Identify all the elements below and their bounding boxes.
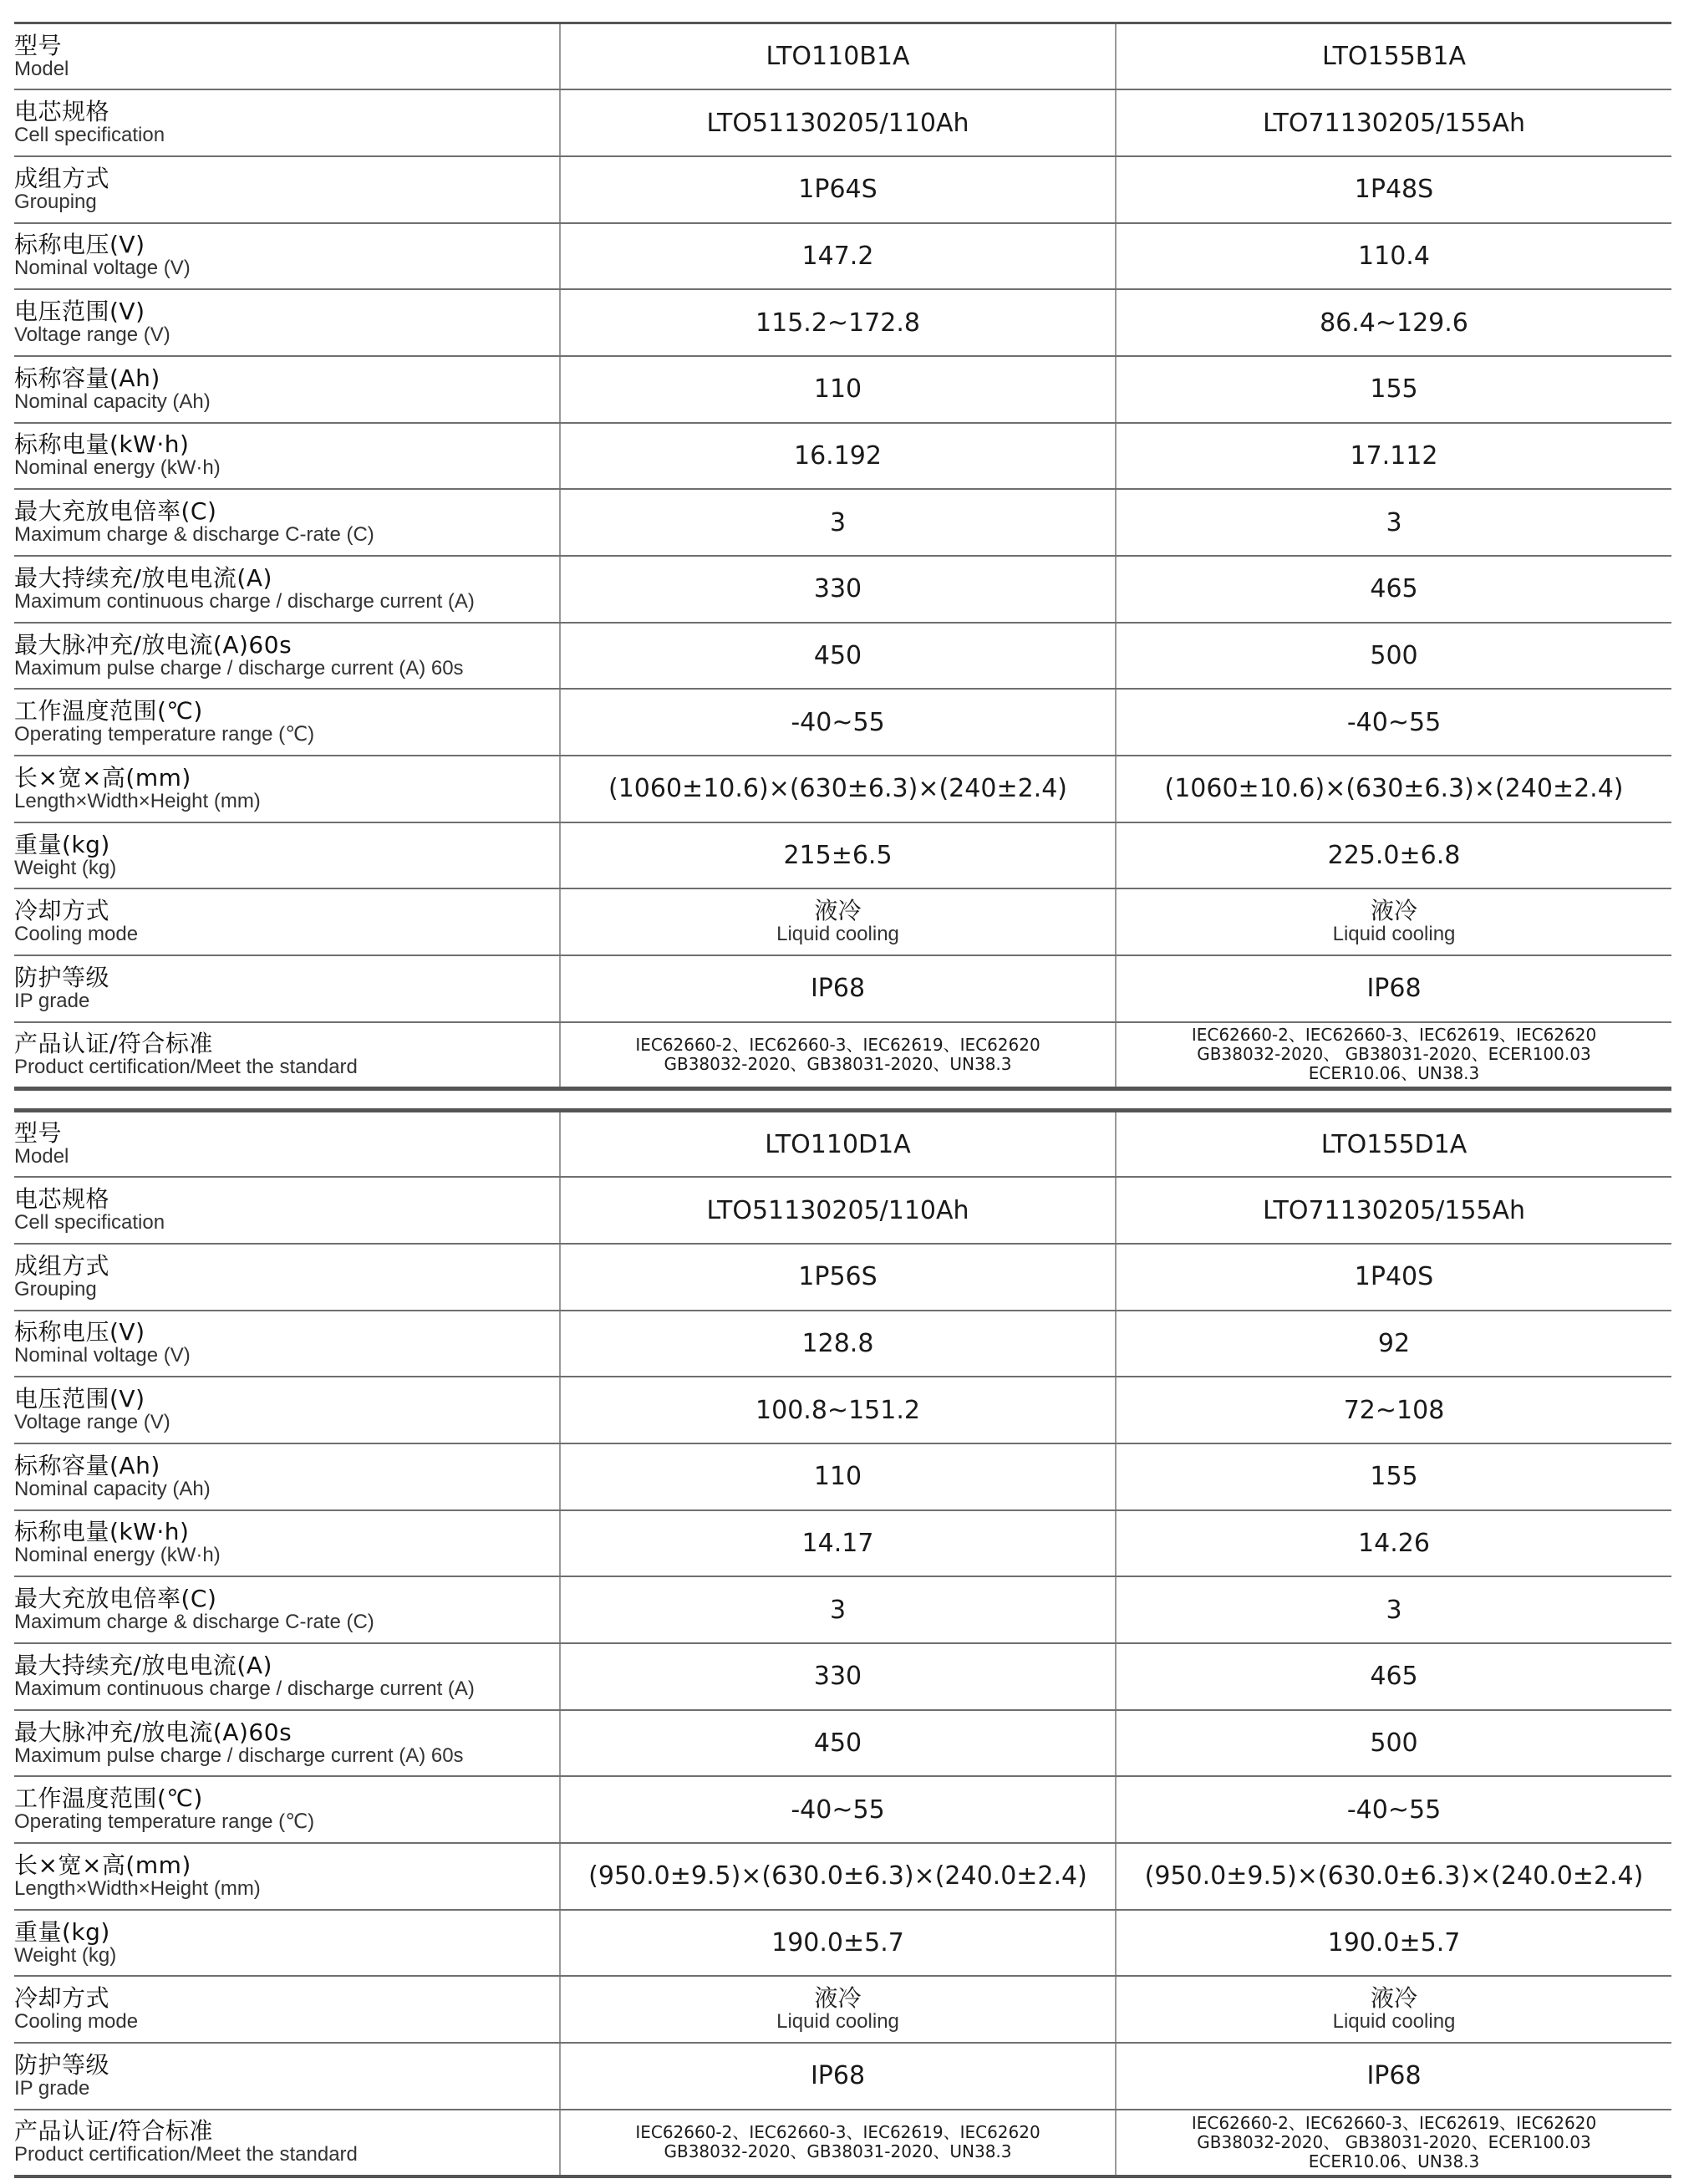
value-en: Liquid cooling <box>1332 2010 1456 2034</box>
label-zh: 重量(kg) <box>14 830 110 858</box>
row-certification <box>14 1022 1671 1089</box>
spec-table-2 <box>14 1108 1671 2178</box>
label-zh: 标称电量(kW·h) <box>14 1518 190 1546</box>
row-pulse-current <box>14 623 1671 690</box>
row-label <box>14 2110 560 2176</box>
label-zh: 最大充放电倍率(C) <box>14 1585 217 1613</box>
row-cell-specification <box>14 89 1671 156</box>
row-nominal-energy <box>14 1510 1671 1577</box>
row-label <box>14 89 560 156</box>
cert-line: ECER10.06、UN38.3 <box>1308 2151 1480 2171</box>
label-en: Operating temperature range (℃) <box>14 723 315 746</box>
value-col-b: 86.4~129.6 <box>1116 289 1671 356</box>
label-en: IP grade <box>14 2076 90 2100</box>
label-en: Grouping <box>14 1277 97 1301</box>
label-en: Maximum continuous charge / discharge current (A) <box>14 1677 475 1700</box>
row-label <box>14 1311 560 1377</box>
label-zh: 冷却方式 <box>14 1984 110 2013</box>
value-col-a: 1P64S <box>560 156 1116 223</box>
row-dimensions <box>14 1843 1671 1910</box>
label-zh: 标称容量(Ah) <box>14 1451 160 1479</box>
label-en: Product certification/Meet the standard <box>14 2143 358 2166</box>
value-col-a: 450 <box>560 1710 1116 1777</box>
value-col-b: 465 <box>1116 1643 1671 1710</box>
cert-line: IEC62660-2、IEC62660-3、IEC62619、IEC62620 <box>1191 2112 1597 2133</box>
label-en: Cooling mode <box>14 2010 139 2034</box>
label-zh: 重量(kg) <box>14 1917 110 1946</box>
value-col-a <box>560 1022 1116 1089</box>
row-label <box>14 356 560 423</box>
label-zh: 工作温度范围(℃) <box>14 697 203 725</box>
spec-table-1 <box>14 22 1671 1091</box>
row-label <box>14 955 560 1022</box>
label-zh: 最大脉冲充/放电流(A)60s <box>14 1718 293 1746</box>
row-label <box>14 1776 560 1843</box>
row-nominal-energy <box>14 423 1671 490</box>
label-en: Maximum continuous charge / discharge current (A) <box>14 589 475 613</box>
value-col-a: IP68 <box>560 955 1116 1022</box>
label-zh: 电压范围(V) <box>14 1385 145 1413</box>
value-zh: 液冷 <box>814 897 862 925</box>
label-zh: 最大脉冲充/放电流(A)60s <box>14 630 293 659</box>
value-col-b: 500 <box>1116 1710 1671 1777</box>
value-col-b: 155 <box>1116 356 1671 423</box>
row-model <box>14 23 1671 90</box>
cert-line: IEC62660-2、IEC62660-3、IEC62619、IEC62620 <box>635 1034 1040 1055</box>
label-en: Length×Width×Height (mm) <box>14 789 261 812</box>
value-col-b: 190.0±5.7 <box>1116 1910 1671 1977</box>
row-cell-specification <box>14 1177 1671 1244</box>
label-zh: 成组方式 <box>14 1251 110 1280</box>
value-col-b: 92 <box>1116 1311 1671 1377</box>
row-nominal-voltage <box>14 223 1671 290</box>
cert-line: GB38032-2020、 GB38031-2020、ECER100.03 <box>1197 1044 1591 1065</box>
row-label <box>14 1244 560 1311</box>
value-col-a <box>560 2110 1116 2176</box>
label-en: Model <box>14 57 69 80</box>
value-col-a: LTO110B1A <box>560 23 1116 90</box>
value-col-b: 14.26 <box>1116 1510 1671 1577</box>
row-label <box>14 2043 560 2110</box>
value-col-b: 1P48S <box>1116 156 1671 223</box>
row-label <box>14 1843 560 1910</box>
label-zh: 防护等级 <box>14 2050 110 2079</box>
row-label <box>14 1177 560 1244</box>
value-en: Liquid cooling <box>1332 923 1456 946</box>
cert-line: GB38032-2020、 GB38031-2020、ECER100.03 <box>1197 2131 1591 2152</box>
label-zh: 标称电压(V) <box>14 1318 145 1347</box>
cert-line: GB38032-2020、GB38031-2020、UN38.3 <box>664 1053 1012 1074</box>
label-en: Nominal voltage (V) <box>14 1344 191 1367</box>
label-en: Length×Width×Height (mm) <box>14 1876 261 1900</box>
label-zh: 标称电压(V) <box>14 231 145 259</box>
value-col-a: 1P56S <box>560 1244 1116 1311</box>
value-col-b: LTO155B1A <box>1116 23 1671 90</box>
row-label <box>14 289 560 356</box>
label-zh: 电芯规格 <box>14 98 110 126</box>
value-col-a: LTO51130205/110Ah <box>560 89 1116 156</box>
value-col-b: IP68 <box>1116 2043 1671 2110</box>
value-col-b <box>1116 1022 1671 1089</box>
value-col-b: 3 <box>1116 1576 1671 1643</box>
value-zh: 液冷 <box>1370 1984 1417 2013</box>
row-label <box>14 1976 560 2043</box>
row-label <box>14 1643 560 1710</box>
label-zh: 产品认证/符合标准 <box>14 1029 213 1057</box>
label-zh: 防护等级 <box>14 963 110 991</box>
label-en: Product certification/Meet the standard <box>14 1055 358 1078</box>
label-en: Maximum charge & discharge C-rate (C) <box>14 1611 374 1634</box>
label-en: Grouping <box>14 190 97 213</box>
value-col-a: 110 <box>560 1443 1116 1510</box>
value-zh: 液冷 <box>1370 897 1417 925</box>
row-operating-temperature <box>14 1776 1671 1843</box>
value-col-a: -40~55 <box>560 1776 1116 1843</box>
value-col-a: LTO110D1A <box>560 1111 1116 1178</box>
label-en: Voltage range (V) <box>14 323 170 347</box>
label-en: Cooling mode <box>14 923 139 946</box>
row-cooling-mode <box>14 1976 1671 2043</box>
row-label <box>14 556 560 623</box>
row-c-rate <box>14 1576 1671 1643</box>
row-weight <box>14 1910 1671 1977</box>
row-label <box>14 888 560 955</box>
value-col-a <box>560 1976 1116 2043</box>
row-weight <box>14 822 1671 889</box>
cert-line: IEC62660-2、IEC62660-3、IEC62619、IEC62620 <box>1191 1025 1597 1046</box>
row-label <box>14 489 560 556</box>
row-operating-temperature <box>14 689 1671 756</box>
row-pulse-current <box>14 1710 1671 1777</box>
value-col-a: -40~55 <box>560 689 1116 756</box>
value-col-b: 110.4 <box>1116 223 1671 290</box>
label-zh: 型号 <box>14 1119 63 1148</box>
value-col-a: 330 <box>560 556 1116 623</box>
value-col-b: 17.112 <box>1116 423 1671 490</box>
row-ip-grade <box>14 955 1671 1022</box>
row-continuous-current <box>14 1643 1671 1710</box>
value-col-b: LTO155D1A <box>1116 1111 1671 1178</box>
label-en: Maximum charge & discharge C-rate (C) <box>14 523 374 547</box>
value-en: Liquid cooling <box>776 923 899 946</box>
row-label <box>14 1510 560 1577</box>
label-zh: 最大充放电倍率(C) <box>14 497 217 526</box>
label-en: Nominal energy (kW·h) <box>14 1544 221 1567</box>
row-label <box>14 223 560 290</box>
row-nominal-voltage <box>14 1311 1671 1377</box>
row-label <box>14 1022 560 1089</box>
row-cooling-mode <box>14 888 1671 955</box>
row-label <box>14 822 560 889</box>
row-label <box>14 1443 560 1510</box>
value-col-a: 100.8~151.2 <box>560 1377 1116 1443</box>
label-en: Weight (kg) <box>14 856 117 879</box>
value-col-b: 465 <box>1116 556 1671 623</box>
label-zh: 电芯规格 <box>14 1185 110 1214</box>
row-label <box>14 1576 560 1643</box>
value-col-a: 450 <box>560 623 1116 690</box>
value-col-a: 115.2~172.8 <box>560 289 1116 356</box>
value-col-a: 128.8 <box>560 1311 1116 1377</box>
label-en: Model <box>14 1145 69 1168</box>
label-zh: 成组方式 <box>14 164 110 192</box>
label-en: Weight (kg) <box>14 1943 117 1967</box>
label-en: Maximum pulse charge / discharge current (A) 60s <box>14 656 464 680</box>
row-certification <box>14 2110 1671 2176</box>
row-voltage-range <box>14 289 1671 356</box>
value-col-b <box>1116 2110 1671 2176</box>
value-col-a: 215±6.5 <box>560 822 1116 889</box>
label-en: IP grade <box>14 989 90 1012</box>
value-col-a: 190.0±5.7 <box>560 1910 1116 1977</box>
value-col-b <box>1116 888 1671 955</box>
value-col-b <box>1116 1976 1671 2043</box>
value-col-a: 3 <box>560 489 1116 556</box>
value-col-b: IP68 <box>1116 955 1671 1022</box>
label-zh: 电压范围(V) <box>14 298 145 326</box>
label-en: Nominal capacity (Ah) <box>14 1477 211 1500</box>
row-grouping <box>14 156 1671 223</box>
label-en: Nominal voltage (V) <box>14 257 191 280</box>
row-nominal-capacity <box>14 356 1671 423</box>
value-col-a: 110 <box>560 356 1116 423</box>
row-label <box>14 1910 560 1977</box>
row-label <box>14 156 560 223</box>
label-zh: 产品认证/符合标准 <box>14 2117 213 2146</box>
value-en: Liquid cooling <box>776 2010 899 2034</box>
label-en: Cell specification <box>14 124 165 147</box>
value-col-a: (950.0±9.5)×(630.0±6.3)×(240.0±2.4) <box>560 1843 1116 1910</box>
value-col-a: 14.17 <box>560 1510 1116 1577</box>
value-col-b: LTO71130205/155Ah <box>1116 1177 1671 1244</box>
label-zh: 长×宽×高(mm) <box>14 1851 191 1879</box>
row-ip-grade <box>14 2043 1671 2110</box>
value-col-a: 3 <box>560 1576 1116 1643</box>
label-en: Nominal capacity (Ah) <box>14 389 211 413</box>
label-en: Nominal energy (kW·h) <box>14 456 221 480</box>
value-col-b: 3 <box>1116 489 1671 556</box>
row-label <box>14 1710 560 1777</box>
value-col-b: (1060±10.6)×(630±6.3)×(240±2.4) <box>1116 756 1671 822</box>
label-zh: 工作温度范围(℃) <box>14 1784 203 1813</box>
label-zh: 型号 <box>14 31 63 59</box>
row-dimensions <box>14 756 1671 822</box>
cert-line: ECER10.06、UN38.3 <box>1308 1063 1480 1084</box>
label-zh: 标称电量(kW·h) <box>14 430 190 459</box>
row-label <box>14 689 560 756</box>
row-c-rate <box>14 489 1671 556</box>
label-zh: 最大持续充/放电电流(A) <box>14 563 272 592</box>
value-col-b: 500 <box>1116 623 1671 690</box>
value-col-a <box>560 888 1116 955</box>
label-en: Voltage range (V) <box>14 1411 170 1434</box>
row-label <box>14 623 560 690</box>
label-en: Maximum pulse charge / discharge current (A) 60s <box>14 1744 464 1767</box>
value-col-b: LTO71130205/155Ah <box>1116 89 1671 156</box>
cert-line: GB38032-2020、GB38031-2020、UN38.3 <box>664 2141 1012 2162</box>
label-zh: 冷却方式 <box>14 897 110 925</box>
value-col-b: 225.0±6.8 <box>1116 822 1671 889</box>
value-col-b: 155 <box>1116 1443 1671 1510</box>
cert-line: IEC62660-2、IEC62660-3、IEC62619、IEC62620 <box>635 2122 1040 2143</box>
label-zh: 长×宽×高(mm) <box>14 763 191 792</box>
row-grouping <box>14 1244 1671 1311</box>
value-col-a: LTO51130205/110Ah <box>560 1177 1116 1244</box>
value-col-b: (950.0±9.5)×(630.0±6.3)×(240.0±2.4) <box>1116 1843 1671 1910</box>
row-model <box>14 1111 1671 1178</box>
row-label <box>14 23 560 90</box>
value-col-a: 16.192 <box>560 423 1116 490</box>
value-col-b: -40~55 <box>1116 1776 1671 1843</box>
row-label <box>14 1111 560 1178</box>
value-col-a: 330 <box>560 1643 1116 1710</box>
label-en: Cell specification <box>14 1211 165 1235</box>
row-label <box>14 756 560 822</box>
row-nominal-capacity <box>14 1443 1671 1510</box>
value-col-b: 72~108 <box>1116 1377 1671 1443</box>
value-col-b: -40~55 <box>1116 689 1671 756</box>
label-zh: 最大持续充/放电电流(A) <box>14 1651 272 1679</box>
value-col-b: 1P40S <box>1116 1244 1671 1311</box>
row-label <box>14 423 560 490</box>
label-en: Operating temperature range (℃) <box>14 1810 315 1834</box>
value-zh: 液冷 <box>814 1984 862 2013</box>
value-col-a: (1060±10.6)×(630±6.3)×(240±2.4) <box>560 756 1116 822</box>
value-col-a: 147.2 <box>560 223 1116 290</box>
row-continuous-current <box>14 556 1671 623</box>
row-voltage-range <box>14 1377 1671 1443</box>
row-label <box>14 1377 560 1443</box>
label-zh: 标称容量(Ah) <box>14 364 160 392</box>
value-col-a: IP68 <box>560 2043 1116 2110</box>
